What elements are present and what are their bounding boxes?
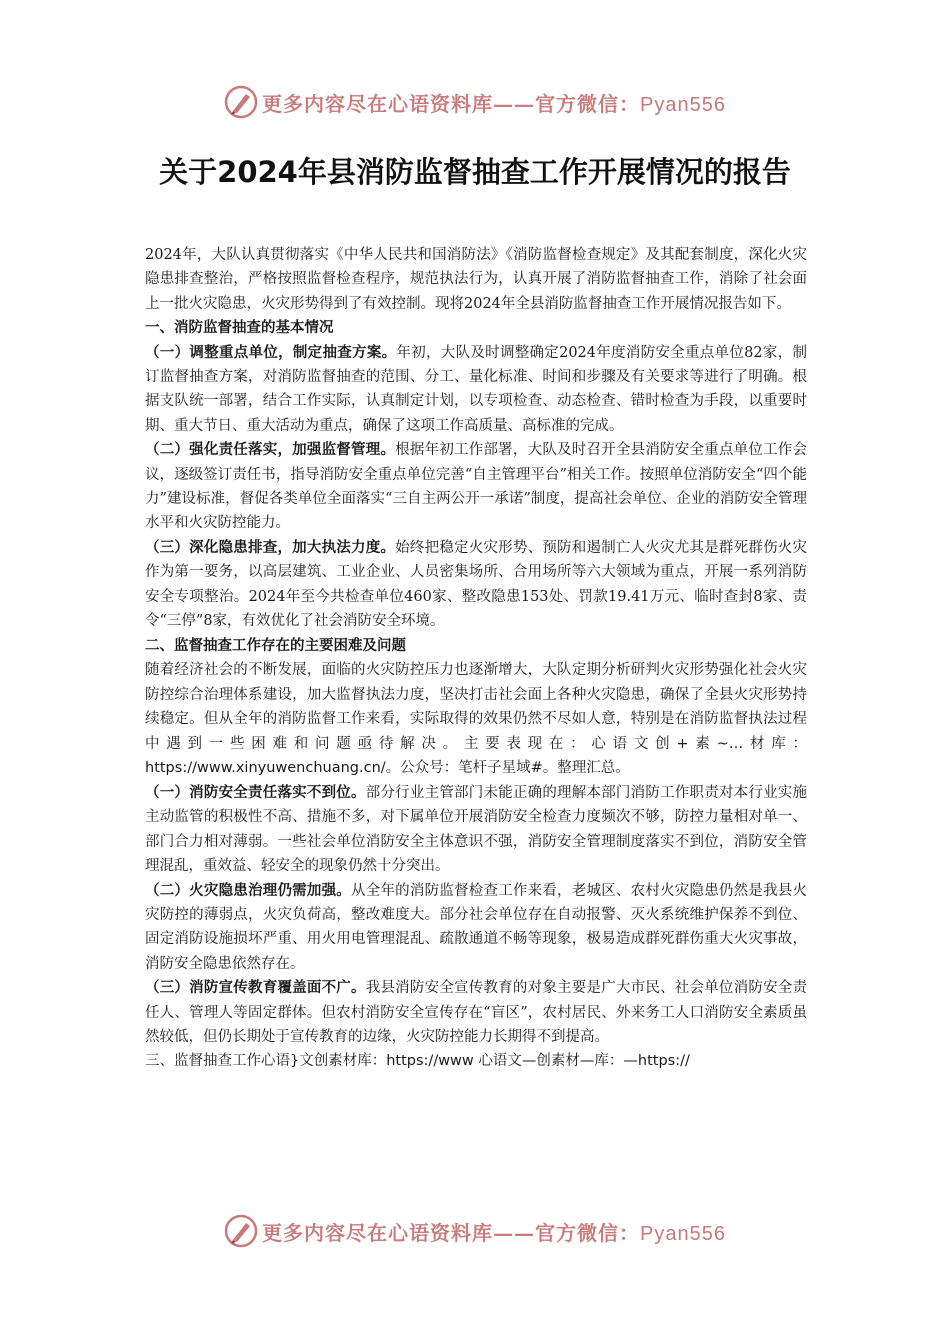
section-1-heading: 一、消防监督抽查的基本情况 bbox=[145, 320, 334, 337]
intro-paragraph: 2024年，大队认真贯彻落实《中华人民共和国消防法》《消防监督检查规定》及其配套制度，深化火灾隐患排查整治，严格按照监督检查程序，规范执法行为，认真开展了消防监督抽查工作，消除了社会面上一批火灾隐患，火灾形势得到了有效控制。现将2024年全县消防监督抽查工作开展情况报告如下。 bbox=[145, 247, 807, 312]
pen-logo-icon bbox=[224, 1214, 258, 1248]
section-1-item-3: （三）深化隐患排查，加大执法力度。始终把稳定火灾形势、预防和遏制亡人火灾尤其是群死群伤火灾作为第一要务，以高层建筑、工业企业、人员密集场所、合用场所等六大领域为重点，开展一系列消防安全专项整治。2024年至今共检查单位460家、整改隐患153处、罚款19.41万元、临时查封8家、责令“三停”8家，有效优化了社会消防安全环境。 bbox=[145, 539, 807, 630]
section-2-heading: 二、监督抽查工作存在的主要困难及问题 bbox=[145, 637, 406, 654]
document-body bbox=[145, 243, 807, 1074]
document-title: 关于2024年县消防监督抽查工作开展情况的报告 bbox=[159, 155, 791, 189]
pen-logo-icon bbox=[224, 85, 258, 119]
section-2-item-2: （二）火灾隐患治理仍需加强。从全年的消防监督检查工作来看，老城区、农村火灾隐患仍然是我县火灾防控的薄弱点，火灾负荷高，整改难度大。部分社会单位存在自动报警、灭火系统维护保养不到位、固定消防设施损坏严重、用火用电管理混乱、疏散通道不畅等现象，极易造成群死群伤重大火灾事故，消防安全隐患依然存在。 bbox=[145, 882, 808, 972]
watermark-text: 更多内容尽在心语资料库——官方微信：Pyan556 bbox=[262, 1220, 726, 1245]
section-2-item-3: （三）消防宣传教育覆盖面不广。我县消防安全宣传教育的对象主要是广大市民、社会单位消防安全责任人、管理人等固定群体。但农村消防安全宣传存在“盲区”，农村居民、外来务工人口消防安全素质虽然较低，但仍长期处于宣传教育的边缘，火灾防控能力长期得不到提高。 bbox=[145, 980, 808, 1045]
watermark-text: 更多内容尽在心语资料库——官方微信：Pyan556 bbox=[262, 91, 726, 116]
section-1-item-1: （一）调整重点单位，制定抽查方案。年初，大队及时调整确定2024年度消防安全重点单位82家，制订监督抽查方案，对消防监督抽查的范围、分工、量化标准、时间和步骤及有关要求等进行了明确。根据支队统一部署，结合工作实际，认真制定计划，以专项检查、动态检查、错时检查为手段，以重要时期、重大节日、重大活动为重点，确保了这项工作高质量、高标准的完成。 bbox=[145, 344, 807, 434]
watermark-banner-top bbox=[0, 82, 950, 122]
section-1-item-2: （二）强化责任落实，加强监督管理。根据年初工作部署，大队及时召开全县消防安全重点单位工作会议，逐级签订责任书，指导消防安全重点单位完善“自主管理平台”相关工作。按照单位消防安全“四个能力”建设标准，督促各类单位全面落实“三自主两公开一承诺”制度，提高社会单位、企业的消防安全管理水平和火灾防控能力。 bbox=[145, 442, 807, 532]
watermark-banner-bottom bbox=[0, 1211, 950, 1251]
section-2-item-1: （一）消防安全责任落实不到位。部分行业主管部门未能正确的理解本部门消防工作职责对本行业实施主动监管的积极性不高、措施不多，对下属单位开展消防安全检查力度频次不够，防控力量相对单一、部门合力相对薄弱。一些社会单位消防安全主体意识不强，消防安全管理制度落实不到位，消防安全管理混乱，重效益、轻安全的现象仍然十分突出。 bbox=[145, 784, 808, 875]
section-3-heading: 三、监督抽查工作心语}文创素材库：https://www 心语文—创素材—库：—https:// bbox=[145, 1053, 690, 1070]
section-2-body: 随着经济社会的不断发展，面临的火灾防控压力也逐渐增大，大队定期分析研判火灾形势强化社会火灾防控综合治理体系建设，加大监督执法力度，坚决打击社会面上各种火灾隐患，确保了全县火灾形势持续稳定。但从全年的消防监督工作来看，实际取得的效果仍然不尽如人意，特别是在消防监督执法过程中遇到一些困难和问题亟待解决。主要表现在：心语文创+素~…材库：https://www.xinyuwenchuang.cn/。公众号：笔杆子星域#。整理汇总。 bbox=[145, 661, 807, 777]
